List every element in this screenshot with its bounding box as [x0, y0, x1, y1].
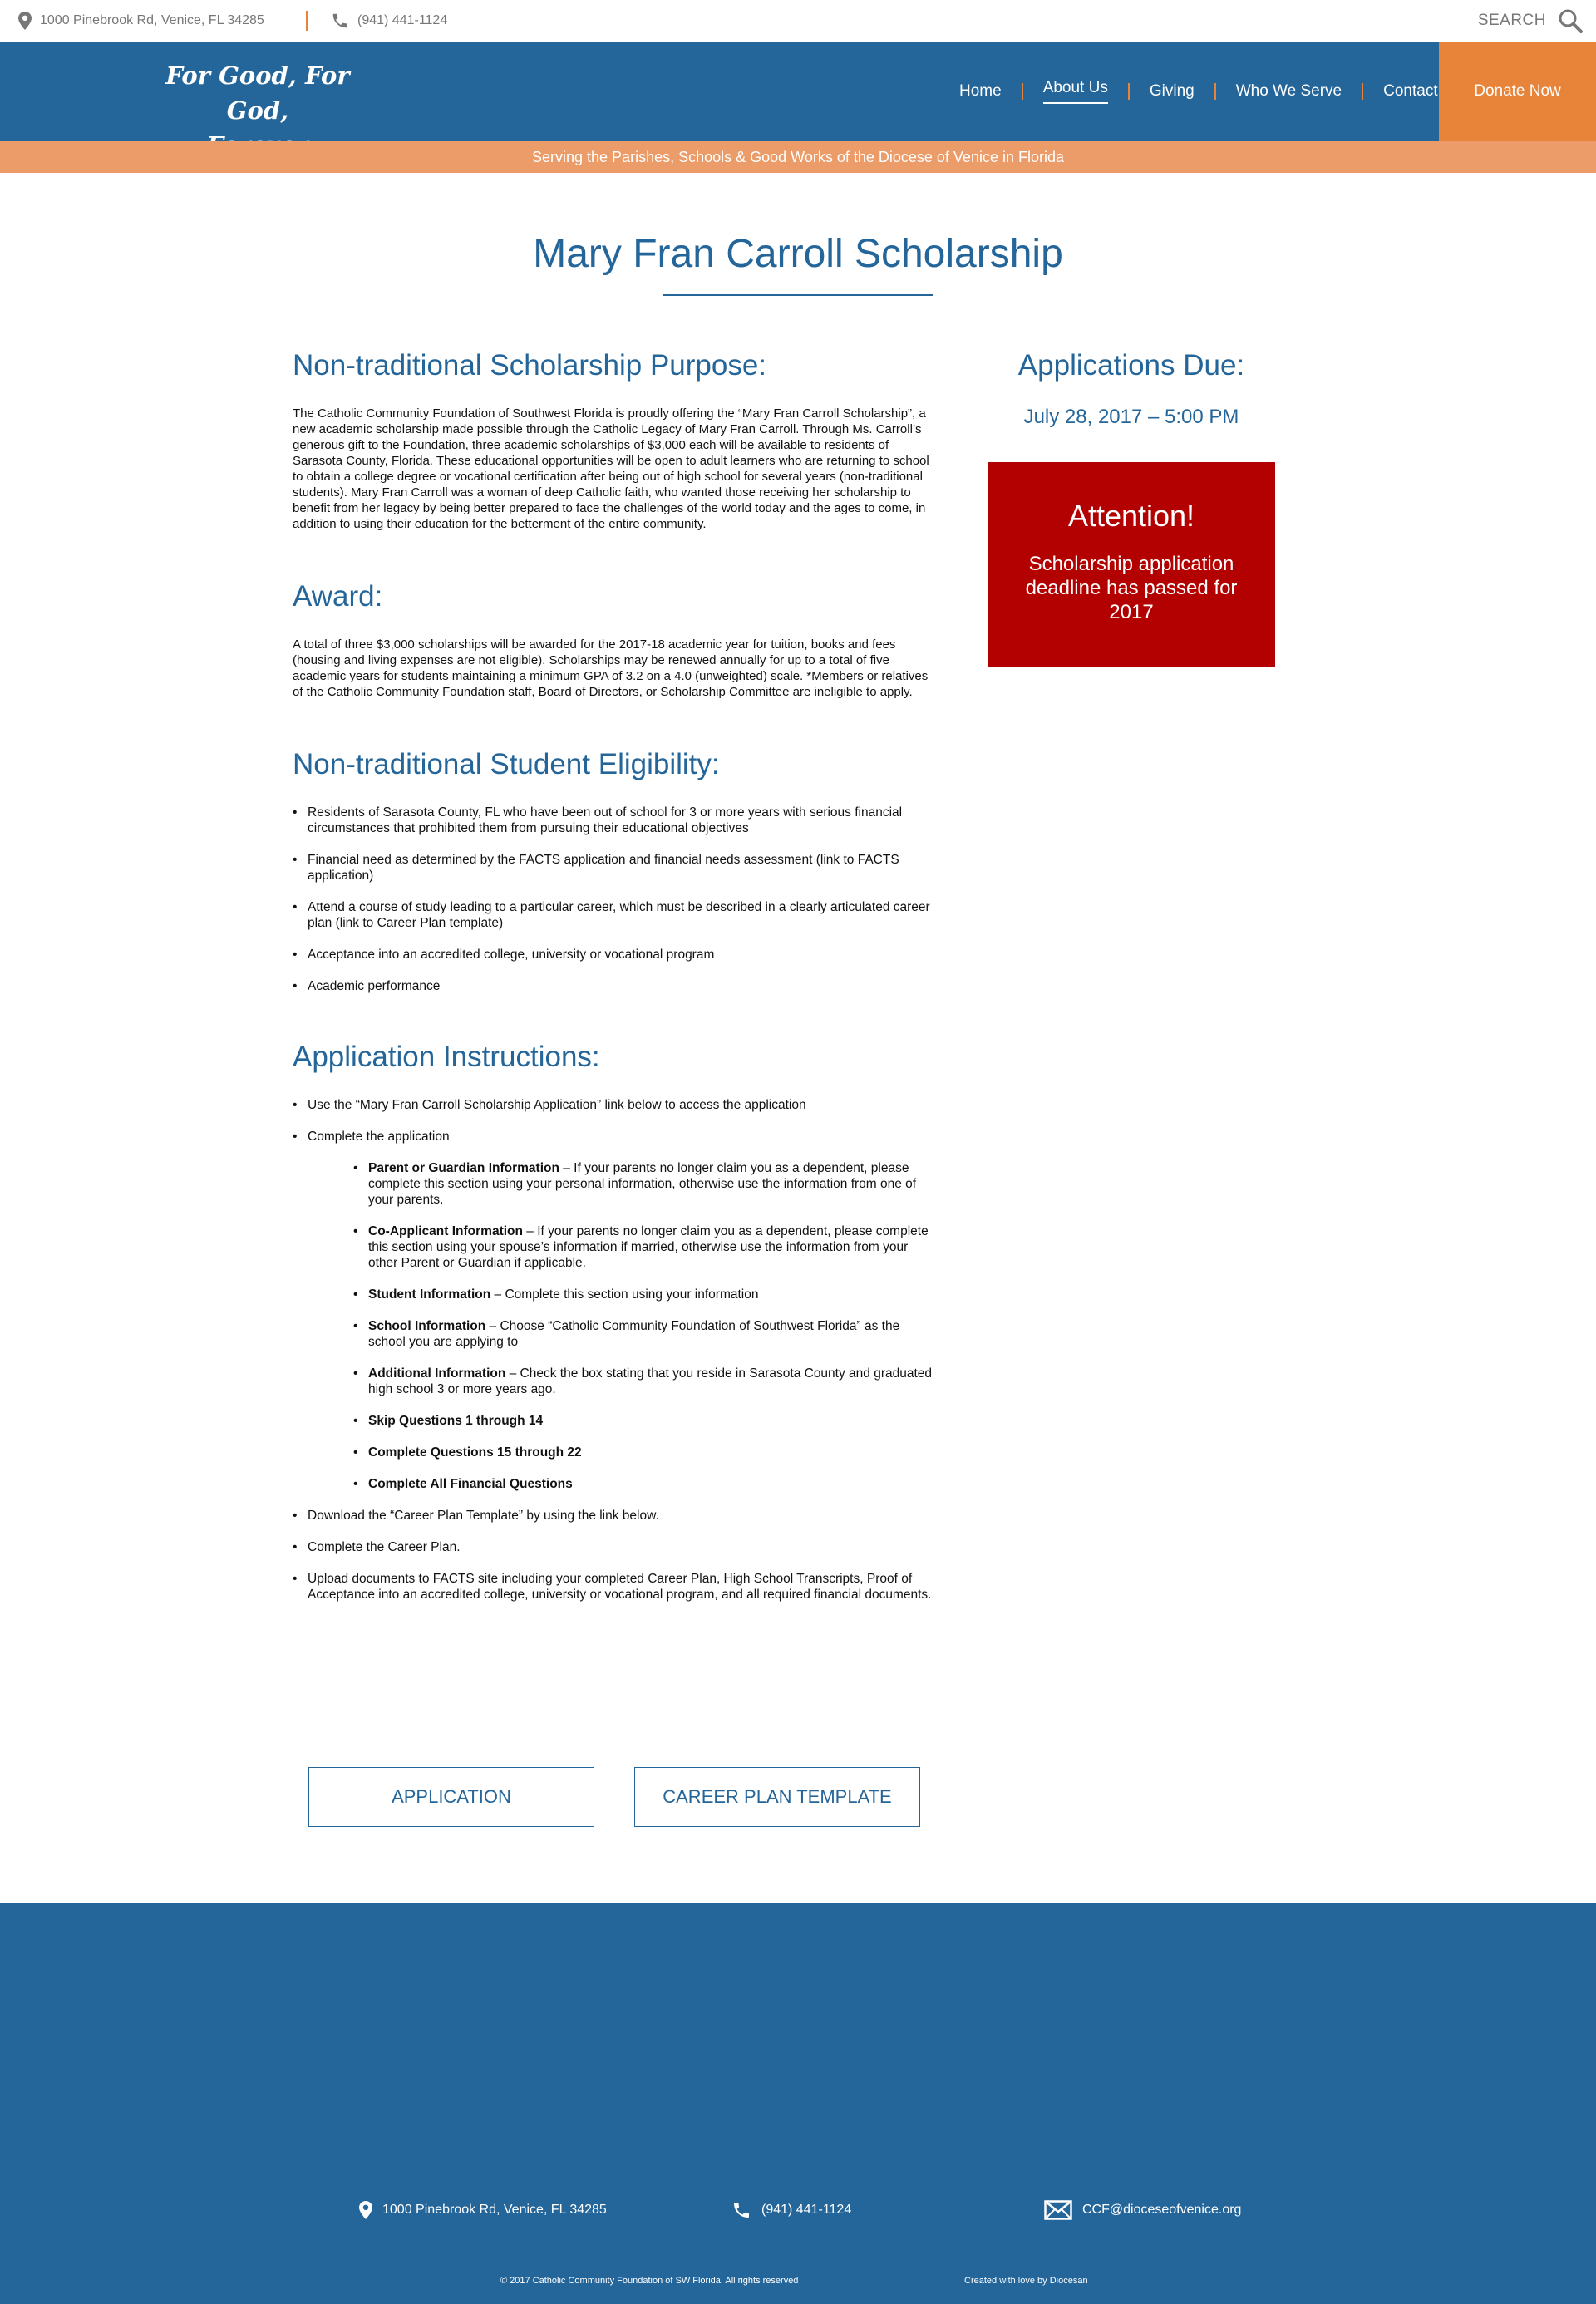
attention-box [988, 462, 1275, 667]
sub-list-item: • Student Information – Complete this section using your information [353, 1287, 933, 1302]
title-divider [663, 294, 933, 296]
nav-about-us[interactable]: About Us [1023, 42, 1128, 141]
logo-line-1: For Good, For God, [165, 62, 350, 125]
site-footer [0, 1903, 1596, 2304]
eligibility-heading: Non-traditional Student Eligibility: [293, 748, 720, 780]
list-item [293, 1129, 933, 1492]
instructions-heading: Application Instructions: [293, 1041, 600, 1073]
sub-list-item: • Complete All Financial Questions [353, 1476, 933, 1492]
phone-icon [732, 2200, 751, 2220]
list-item: • Complete the Career Plan. [293, 1539, 933, 1555]
nav-contact[interactable]: Contact [1383, 82, 1438, 100]
applications-due-heading: Applications Due: [1017, 349, 1245, 382]
career-plan-template-button[interactable]: CAREER PLAN TEMPLATE [634, 1767, 920, 1827]
footer-email[interactable] [1044, 2196, 1241, 2224]
list-item: • Acceptance into an accredited college, university or vocational program [293, 947, 933, 962]
nav-who-we-serve[interactable]: Who We Serve [1235, 82, 1342, 100]
nav-home[interactable]: Home [959, 82, 1002, 100]
footer-address-text: 1000 Pinebrook Rd, Venice, FL 34285 [382, 2203, 607, 2217]
sub-list-item: • Skip Questions 1 through 14 [353, 1413, 933, 1429]
list-item-text: Complete the application [308, 1130, 450, 1144]
sub-list-item: • Co-Applicant Information – If your parents no longer claim you as a dependent, please complete this section using your spouse’s information if married, otherwise use the information from your other Parent or Guardian if applicable. [353, 1223, 933, 1271]
due-date: July 28, 2017 – 5:00 PM [1023, 406, 1239, 428]
topbar-phone[interactable] [331, 0, 447, 42]
sub-list-item: • School Information – Choose “Catholic Community Foundation of Southwest Florida” as the school you are applying to [353, 1318, 933, 1350]
main-nav [939, 42, 1458, 141]
copyright: © 2017 Catholic Community Foundation of SW Florida. All rights reserved [500, 2276, 799, 2286]
list-item: • Academic performance [293, 978, 933, 994]
location-pin-icon [18, 12, 32, 30]
list-item: • Financial need as determined by the FACTS application and financial needs assessment (link to FACTS application) [293, 852, 933, 884]
location-pin-icon [359, 2201, 372, 2219]
sidebar [988, 349, 1275, 667]
list-item: • Upload documents to FACTS site including your completed Career Plan, High School Transcripts, Proof of Acceptance into an accredited college, university or vocational program, and all required financial documents. [293, 1571, 933, 1602]
topbar-address [18, 0, 264, 42]
sub-list-item: • Parent or Guardian Information – If your parents no longer claim you as a dependent, please complete this section using your personal information, otherwise use the information from one of your parents. [353, 1160, 933, 1208]
tagline-banner: Serving the Parishes, Schools & Good Works of the Diocese of Venice in Florida [0, 141, 1596, 173]
search-icon[interactable] [1558, 8, 1583, 33]
top-bar [0, 0, 1596, 42]
application-steps-list [308, 1160, 933, 1492]
footer-email-text: CCF@dioceseofvenice.org [1082, 2203, 1242, 2217]
eligibility-list [293, 805, 933, 994]
sub-list-item: • Additional Information – Check the box stating that you reside in Sarasota County and graduated high school 3 or more years ago. [353, 1366, 933, 1397]
award-heading: Award: [293, 580, 383, 613]
main-content [293, 349, 933, 1651]
footer-phone[interactable] [732, 2196, 851, 2224]
phone-icon [331, 12, 349, 30]
purpose-body: The Catholic Community Foundation of Southwest Florida is proudly offering the “Mary Fran Carroll Scholarship”, a new academic scholarship made possible through the Catholic Legacy of Mary Fran Carroll. Through Ms. Carroll’s generous gift to the Foundation, three academic scholarships of $3,000 each will be available to residents of Sarasota County, Florida. These educational opportunities will be open to adult learners who are returning to school to obtain a college degree or vocational certification after being out of high school for several years (non-traditional students). Mary Fran Carroll was a woman of deep Catholic faith, who wanted those receiving her scholarship to benefit from her legacy by being better prepared to face the challenges of the world today and the ages to come, in addition to using their education for the betterment of the entire community. [293, 406, 929, 531]
list-item: • Use the “Mary Fran Carroll Scholarship Application” link below to access the application [293, 1097, 933, 1113]
nav-giving[interactable]: Giving [1149, 82, 1195, 100]
application-button[interactable]: APPLICATION [308, 1767, 594, 1827]
page-title: Mary Fran Carroll Scholarship [533, 232, 1063, 276]
site-header [0, 42, 1596, 141]
list-item: • Download the “Career Plan Template” by using the link below. [293, 1508, 933, 1524]
award-section [293, 580, 933, 700]
list-item: • Attend a course of study leading to a particular career, which must be described in a clearly articulated career plan (link to Career Plan template) [293, 899, 933, 931]
instructions-list [293, 1097, 933, 1602]
footer-phone-text: (941) 441-1124 [761, 2203, 852, 2217]
sub-list-item: • Complete Questions 15 through 22 [353, 1445, 933, 1460]
purpose-heading: Non-traditional Scholarship Purpose: [293, 349, 767, 382]
topbar-phone-text: (941) 441-1124 [357, 13, 448, 27]
attention-text: Scholarship application deadline has passed for 2017 [1025, 553, 1238, 623]
eligibility-section [293, 748, 933, 994]
list-item: • Residents of Sarasota County, FL who have been out of school for 3 or more years with serious financial circumstances that prohibited them from pursuing their educational objectives [293, 805, 933, 836]
topbar-divider [306, 11, 308, 31]
award-body: A total of three $3,000 scholarships will be awarded for the 2017-18 academic year for tuition, books and fees (housing and living expenses are not eligible). Scholarships may be renewed annually for up to a total of five academic years for students maintaining a minimum GPA of 3.2 on a 4.0 (unweighted) scale. *Members or relatives of the Catholic Community Foundation staff, Board of Directors, or Scholarship Committee are ineligible to apply. [293, 638, 929, 699]
footer-address [359, 2196, 607, 2224]
site-credit[interactable]: Created with love by Diocesan [964, 2276, 1088, 2286]
attention-title: Attention! [1067, 499, 1195, 533]
instructions-section [293, 1041, 933, 1602]
search-toggle[interactable] [1478, 0, 1583, 42]
search-label: SEARCH [1477, 12, 1546, 29]
purpose-section [293, 349, 933, 532]
donate-now-button[interactable]: Donate Now [1439, 42, 1596, 141]
envelope-icon [1044, 2200, 1072, 2220]
topbar-address-text: 1000 Pinebrook Rd, Venice, FL 34285 [40, 13, 264, 27]
